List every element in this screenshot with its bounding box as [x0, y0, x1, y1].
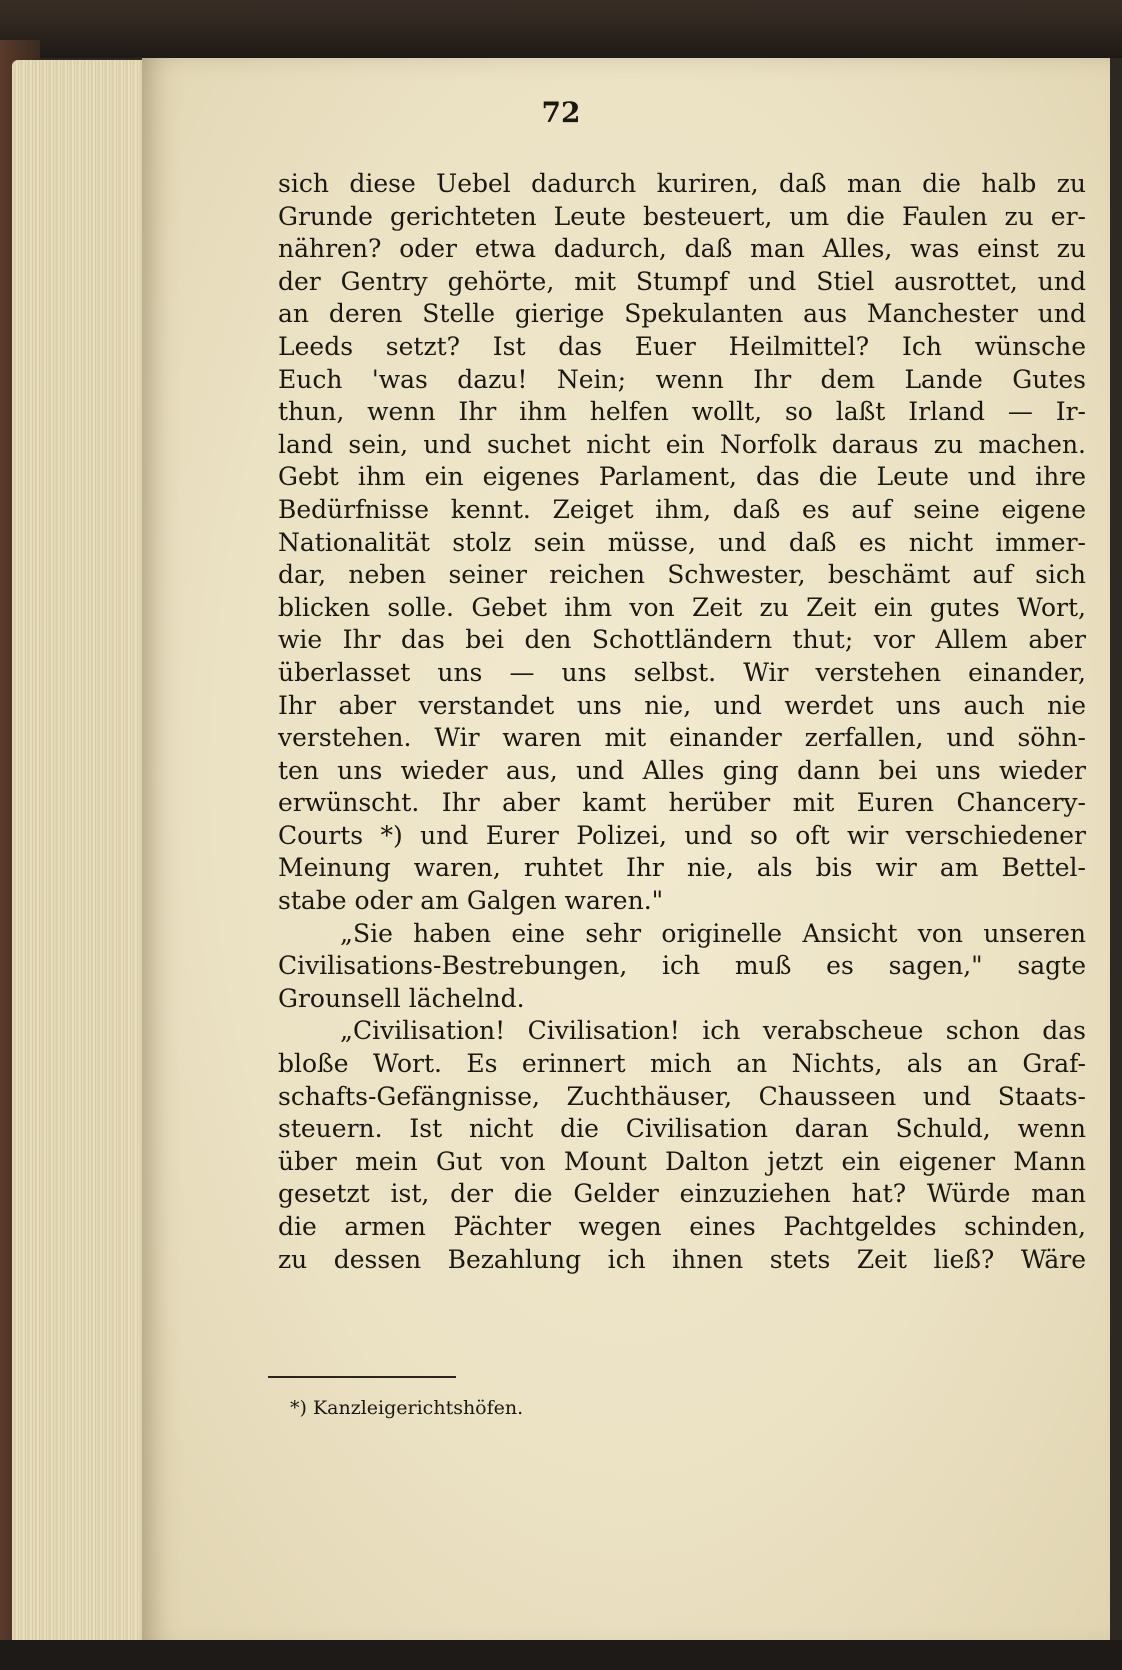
text-line: Bedürfnisse kennt. Zeiget ihm, daß es auf seine eigene — [278, 494, 1086, 524]
text-line: land sein, und suchet nicht ein Norfolk daraus zu machen. — [278, 429, 1086, 459]
text-line: wie Ihr das bei den Schottländern thut; vor Allem aber — [278, 625, 1086, 655]
text-line: ten uns wieder aus, und Alles ging dann bei uns wieder — [278, 755, 1086, 785]
text-line: blicken solle. Gebet ihm von Zeit zu Zeit ein gutes Wort, — [278, 592, 1086, 622]
text-line: Gebt ihm ein eigenes Parlament, das die Leute und ihre — [278, 462, 1086, 492]
text-line: an deren Stelle gierige Spekulanten aus Manchester und — [278, 299, 1086, 329]
text-line: Nationalität stolz sein müsse, und daß es nicht immer- — [278, 527, 1086, 557]
text-line: Meinung waren, ruhtet Ihr nie, als bis wir am Bettel- — [278, 853, 1086, 883]
text-line: Courts *) und Eurer Polizei, und so oft wir verschiedener — [278, 820, 1086, 850]
text-line: bloße Wort. Es erinnert mich an Nichts, als an Graf- — [278, 1049, 1086, 1079]
text-line: über mein Gut von Mount Dalton jetzt ein eigener Mann — [278, 1146, 1086, 1176]
book-cover-top — [0, 0, 1122, 58]
text-line: gesetzt ist, der die Gelder einzuziehen hat? Würde man — [278, 1179, 1086, 1209]
text-line: stabe oder am Galgen waren." — [278, 886, 664, 916]
page-edges — [12, 60, 152, 1650]
text-line: der Gentry gehörte, mit Stumpf und Stiel ausrottet, und — [278, 266, 1086, 296]
text-line: Civilisations-Bestrebungen, ich muß es sagen," sagte — [278, 951, 1086, 981]
text-line: Grounsell lächelnd. — [278, 983, 525, 1013]
text-line: verstehen. Wir waren mit einander zerfallen, und söhn- — [278, 723, 1086, 753]
page-number: 72 — [541, 96, 581, 129]
text-line: steuern. Ist nicht die Civilisation daran Schuld, wenn — [278, 1114, 1086, 1144]
text-line: die armen Pächter wegen eines Pachtgeldes schinden, — [278, 1212, 1086, 1241]
text-line: überlasset uns — uns selbst. Wir verstehen einander, — [278, 657, 1086, 687]
text-line: nähren? oder etwa dadurch, daß man Alles, was einst zu — [278, 234, 1086, 264]
scan-bottom-edge — [0, 1640, 1122, 1670]
body-text — [278, 168, 1086, 1276]
text-line: erwünscht. Ihr aber kamt herüber mit Euren Chancery- — [278, 788, 1086, 818]
text-line: thun, wenn Ihr ihm helfen wollt, so laßt Irland — Ir- — [278, 397, 1086, 427]
text-line: Euch 'was dazu! Nein; wenn Ihr dem Lande Gutes — [278, 364, 1086, 394]
text-line: „Sie haben eine sehr originelle Ansicht von unseren — [340, 918, 1086, 948]
text-line: Leeds setzt? Ist das Euer Heilmittel? Ich wünsche — [278, 331, 1086, 361]
text-line: zu dessen Bezahlung ich ihnen stets Zeit ließ? Wäre — [278, 1244, 1086, 1274]
text-line: sich diese Uebel dadurch kuriren, daß man die halb zu — [278, 169, 1086, 198]
text-line: schafts-Gefängnisse, Zuchthäuser, Chausseen und Staats- — [278, 1081, 1086, 1111]
text-line: Grunde gerichteten Leute besteuert, um die Faulen zu er- — [278, 201, 1086, 231]
text-line: „Civilisation! Civilisation! ich verabscheue schon das — [340, 1016, 1086, 1046]
text-line: Ihr aber verstandet uns nie, und werdet uns auch nie — [278, 690, 1086, 720]
text-line: dar, neben seiner reichen Schwester, beschämt auf sich — [278, 560, 1086, 590]
footnote: *) Kanzleigerichtshöfen. — [290, 1397, 524, 1419]
footnote-rule — [268, 1376, 456, 1378]
